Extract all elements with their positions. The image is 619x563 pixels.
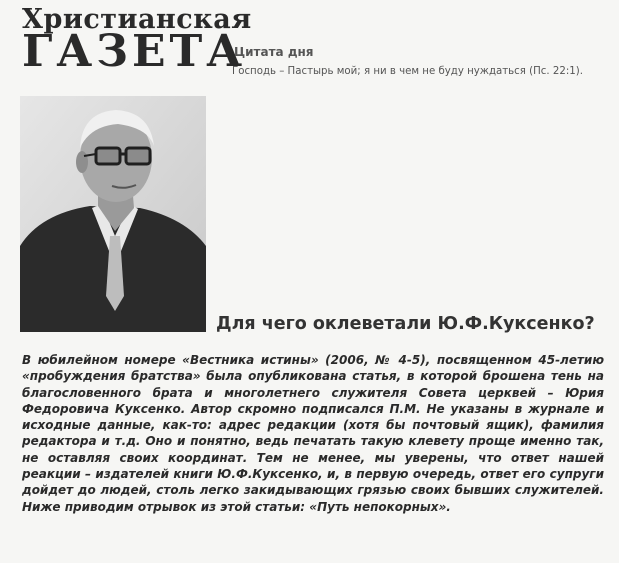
portrait-illustration [20, 96, 206, 332]
masthead-top: Христианская [22, 4, 252, 35]
quote-text: Господь – Пастырь мой; я ни в чем не буду нуждаться (Пс. 22:1). [232, 66, 583, 77]
portrait-photo [20, 96, 206, 332]
article-body: В юбилейном номере «Вестника истины» (2006, № 4-5), посвященном 45-летию «пробуждения братства» была опубликована статья, в которой брошена тень на благословенного брата и многолетнего служителя Совета церквей – Юрия Федоровича Куксенко. Автор скромно подписался П.М. Не указаны в журнале и исходные данные, как-то: адрес редакции (хотя бы почтовый ящик), фамилия редактора и т.д. Оно и понятно, ведь печатать такую клевету проще именно так, не оставляя своих координат. Тем не менее, мы уверены, что ответ нашей реакции – издателей книги Ю.Ф.Куксенко, и, в первую очередь, ответ его супруги дойдет до людей, столь легко закидывающих грязью своих бывших служителей. Ниже приводим отрывок из этой статьи: «Путь непокорных». [22, 353, 604, 514]
masthead-title: ГАЗЕТА [22, 26, 247, 77]
article-title: Для чего оклеветали Ю.Ф.Куксенко? [216, 314, 595, 334]
quote-title: Цитата дня [234, 45, 314, 59]
